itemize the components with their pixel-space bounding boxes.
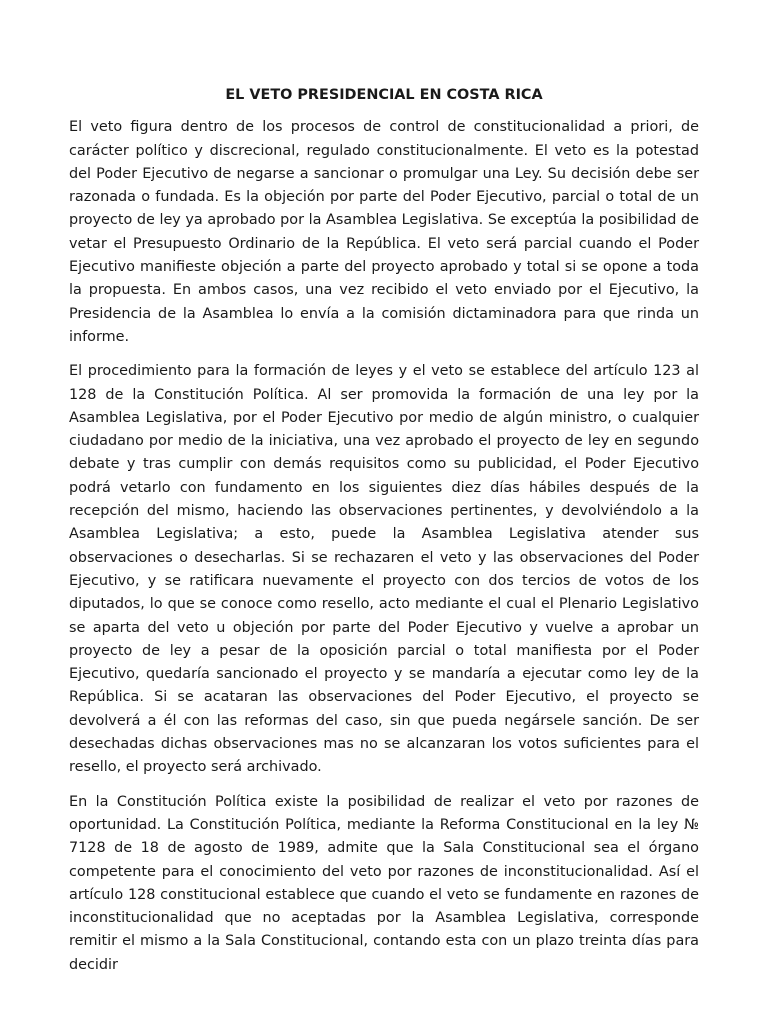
paragraph: El veto figura dentro de los procesos de control de constitucionalidad a priori, de carácter político y discrecional, regulado constitucionalmente. El veto es la potestad del Poder Ejecutivo de negarse a sancionar o promulgar una Ley. Su decisión debe ser razonada o fundada. Es la objeción por parte del Poder Ejecutivo, parcial o total de un proyecto de ley ya aprobado por la Asamblea Legislativa. Se exceptúa la posibilidad de vetar el Presupuesto Ordinario de la República. El veto será parcial cuando el Poder Ejecutivo manifieste objeción a parte del proyecto aprobado y total si se opone a toda la propuesta. En ambos casos, una vez recibido el veto enviado por el Ejecutivo, la Presidencia de la Asamblea lo envía a la comisión dictaminadora para que rinda un informe.: [69, 119, 699, 345]
document-page: [69, 84, 699, 988]
paragraph: El procedimiento para la formación de leyes y el veto se establece del artículo 123 al 128 de la Constitución Política. Al ser promovida la formación de una ley por la Asamblea Legislativa, por el Poder Ejecutivo por medio de algún ministro, o cualquier ciudadano por medio de la iniciativa, una vez aprobado el proyecto de ley en segundo debate y tras cumplir con demás requisitos como su publicidad, el Poder Ejecutivo podrá vetarlo con fundamento en los siguientes diez días hábiles después de la recepción del mismo, haciendo las observaciones pertinentes, y devolviéndolo a la Asamblea Legislativa; a esto, puede la Asamblea Legislativa atender sus observaciones o desecharlas. Si se rechazaren el veto y las observaciones del Poder Ejecutivo, y se ratificara nuevamente el proyecto con dos tercios de votos de los diputados, lo que se conoce como resello, acto mediante el cual el Plenario Legislativo se aparta del veto u objeción por parte del Poder Ejecutivo y vuelve a aprobar un proyecto de ley a pesar de la oposición parcial o total manifiesta por el Poder Ejecutivo, quedaría sancionado el proyecto y se mandaría a ejecutar como ley de la República. Si se acataran las observaciones del Poder Ejecutivo, el proyecto se devolverá a él con las reformas del caso, sin que pueda negársele sanción. De ser desechadas dichas observaciones mas no se alcanzaran los votos suficientes para el resello, el proyecto será archivado.: [69, 363, 699, 776]
paragraph: En la Constitución Política existe la posibilidad de realizar el veto por razones de oportunidad. La Constitución Política, mediante la Reforma Constitucional en la ley № 7128 de 18 de agosto de 1989, admite que la Sala Constitucional sea el órgano competente para el conocimiento del veto por razones de inconstitucionalidad. Así el artículo 128 constitucional establece que cuando el veto se fundamente en razones de inconstitucionalidad que no aceptadas por la Asamblea Legislativa, corresponde remitir el mismo a la Sala Constitucional, contando esta con un plazo treinta días para decidir: [69, 793, 699, 973]
document-title: EL VETO PRESIDENCIAL EN COSTA RICA: [225, 87, 543, 103]
